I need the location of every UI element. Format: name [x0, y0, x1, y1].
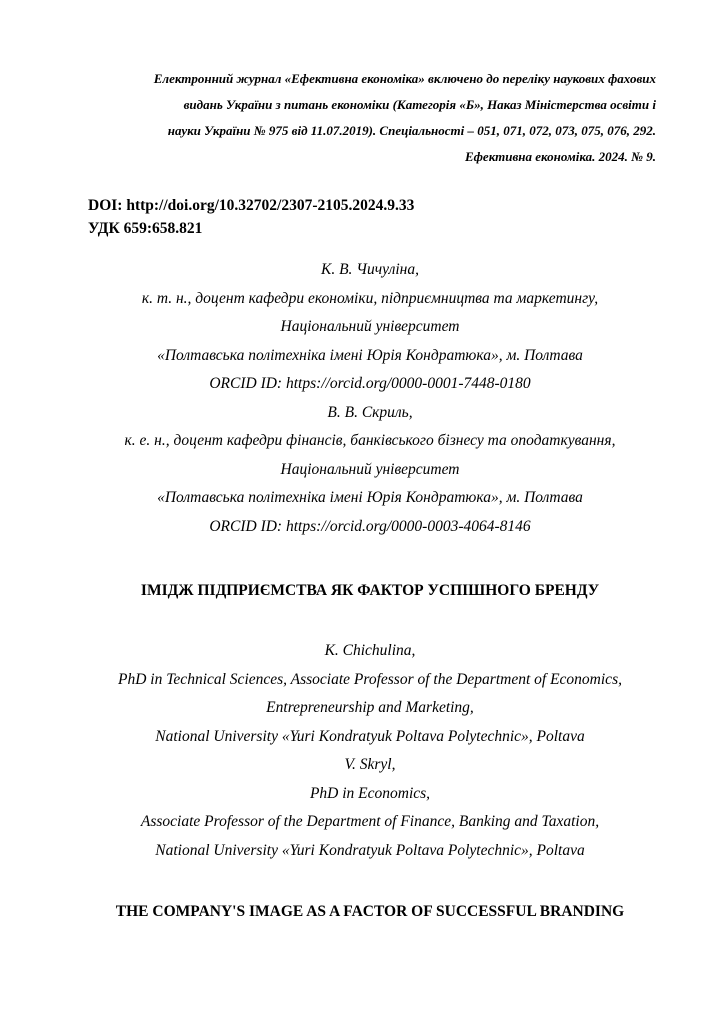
author-line: «Полтавська політехніка імені Юрія Кондратюка», м. Полтава [157, 489, 583, 506]
author-line: Національний університет [280, 460, 460, 478]
author-line: к. т. н., доцент кафедри економіки, підприємництва та маркетингу, [141, 289, 599, 307]
author-line: Associate Professor of the Department of Finance, Banking and Taxation, [140, 813, 600, 830]
title-en: THE COMPANY'S IMAGE AS A FACTOR OF SUCCESSFUL BRANDING [115, 903, 625, 920]
author-line: ORCID ID: https://orcid.org/0000-0001-7448-0180 [209, 375, 531, 392]
author-line: К. В. Чичуліна, [321, 261, 419, 278]
title-ua: ІМІДЖ ПІДПРИЄМСТВА ЯК ФАКТОР УСПІШНОГО БРЕНДУ [140, 582, 600, 599]
author-line: к. е. н., доцент кафедри фінансів, банківського бізнесу та оподаткування, [124, 432, 616, 449]
author-line: PhD in Technical Sciences, Associate Professor of the Department of Economics, [118, 670, 622, 688]
author-line: K. Chichulina, [324, 642, 416, 659]
author-line: «Полтавська політехніка імені Юрія Кондратюка», м. Полтава [157, 346, 583, 364]
authors-en [70, 637, 670, 865]
author-line: В. В. Скриль, [327, 403, 413, 421]
author-line: National University «Yuri Kondratyuk Poltava Polytechnic», Poltava [155, 727, 585, 745]
authors-ua [70, 256, 670, 541]
author-line: National University «Yuri Kondratyuk Poltava Polytechnic», Poltava [155, 841, 585, 859]
header-line: науки України № 975 від 11.07.2019). Спеціальності – 051, 071, 072, 073, 075, 076, 292. [167, 123, 656, 138]
identifiers [88, 194, 414, 240]
header-line: Ефективна економіка. 2024. № 9. [464, 149, 656, 164]
author-line: V. Skryl, [344, 756, 396, 773]
header-line: видань України з питань економіки (Категорія «Б», Наказ Міністерства освіти і [183, 97, 656, 112]
journal-header [80, 66, 656, 170]
author-line: ORCID ID: https://orcid.org/0000-0003-4064-8146 [209, 517, 531, 535]
author-line: PhD in Economics, [309, 784, 431, 802]
header-line: Електронний журнал «Ефективна економіка» включено до переліку наукових фахових [153, 71, 656, 86]
author-line: Національний університет [280, 318, 460, 335]
udk: УДК 659:658.821 [88, 220, 203, 237]
doi: DOI: http://doi.org/10.32702/2307-2105.2024.9.33 [88, 197, 415, 214]
author-line: Entrepreneurship and Marketing, [266, 699, 474, 716]
